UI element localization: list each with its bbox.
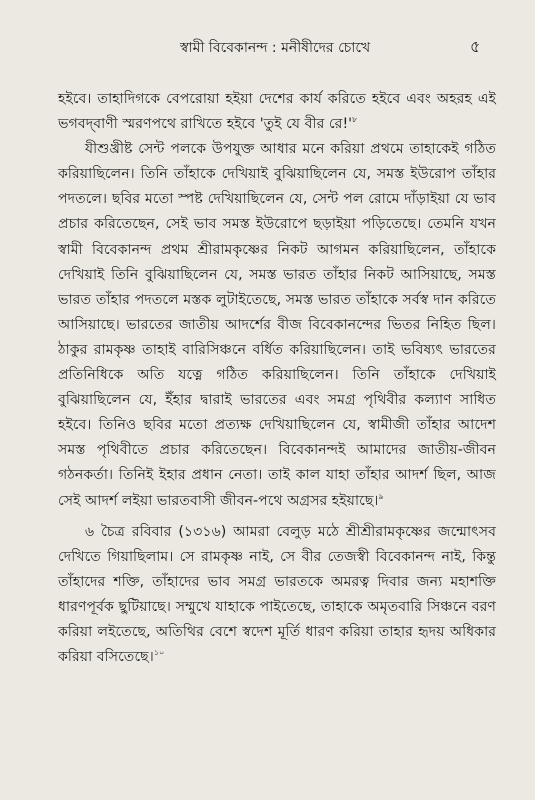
paragraph-3 — [58, 520, 496, 671]
footnote-marker-8: ৮ — [352, 115, 358, 125]
body-text — [58, 87, 496, 670]
paragraph-1-text: হইবে। তাহাদিগকে বেপরোয়া হইয়া দেশের কার্য করিতে হইবে এবং অহরহ এই ভগবদ্‌বাণী স্মরণপথে রাখিতে হইবে 'তুই যে বীর রে!' — [58, 91, 496, 133]
running-header: স্বামী বিবেকানন্দ : মনীষীদের চোখে — [180, 40, 371, 56]
footnote-marker-9: ৯ — [378, 491, 384, 501]
paragraph-1 — [58, 87, 496, 137]
paragraph-2 — [58, 137, 496, 513]
footnote-marker-10: ১০ — [153, 648, 165, 658]
page-number: ৫ — [470, 37, 481, 56]
paragraph-3-text: ৬ চৈত্র রবিবার (১৩১৬) আমরা বেলুড় মঠে শ্রীশ্রীরামকৃষ্ণের জন্মোৎসব দেখিতে গিয়াছিলাম। সে রামকৃষ্ণ নাই, সে বীর তেজস্বী বিবেকানন্দ নাই, কিন্তু তাঁহাদের শক্তি, তাঁহাদের ভাব সমগ্র ভারতকে অমরত্ব দিবার জন্য মহাশক্তি ধারণপূর্বক ছুটিয়াছে। সম্মুখে যাহাকে পাইতেছে, তাহাকে অমৃতবারি সিঞ্চনে বরণ করিয়া লইতেছে, অতিথির বেশে স্বদেশ মূর্তি ধারণ করিয়া তাহার হৃদয় অধিকার করিয়া বসিতেছে। — [58, 523, 496, 666]
paragraph-2-text: যীশুখ্রীষ্ট সেন্ট পলকে উপযুক্ত আধার মনে করিয়া প্রথমে তাহাকেই গঠিত করিয়াছিলেন। তিনি তাঁহাকে দেখিয়াই বুঝিয়াছিলেন যে, সমস্ত ইউরোপ তাঁহার পদতলে। ছবির মতো স্পষ্ট দেখিয়াছিলেন যে, সেন্ট পল রোমে দাঁড়াইয়া যে ভাব প্রচার করিতেছেন, সেই ভাব সমস্ত ইউরোপে ছড়াইয়া পড়িতেছে। তেমনি যখন স্বামী বিবেকানন্দ প্রথম শ্রীরামকৃষ্ণের নিকট আগমন করিয়াছিলেন, তাঁহাকে দেখিয়াই তিনি বুঝিয়াছিলেন যে, সমস্ত ভারত তাঁহার নিকট আসিয়াছে, সমস্ত ভারত তাঁহার পদতলে মস্তক লুটাইতেছে, সমস্ত ভারত তাঁহাকে সর্বস্ব দান করিতে আসিয়াছে। ভারতের জাতীয় আদর্শের বীজ বিবেকানন্দের ভিতর নিহিত ছিল। ঠাকুর রামকৃষ্ণ তাহাই বারিসিঞ্চনে বর্ধিত করিয়াছিলেন। তাই ভবিষ্যৎ ভারতের প্রতিনিধিকে অতি যত্নে গঠিত করিয়াছিলেন। তিনি তাঁহাকে দেখিয়াই বুঝিয়াছিলেন যে, ইঁহার দ্বারাই ভারতের এবং সমগ্র পৃথিবীর কল্যাণ সাধিত হইবে। তিনিও ছবির মতো প্রত্যক্ষ দেখিয়াছিলেন যে, স্বামীজী তাঁহার আদেশ সমস্ত পৃথিবীতে প্রচার করিতেছেন। বিবেকানন্দই আমাদের জাতীয়-জীবন গঠনকর্তা। তিনিই ইহার প্রধান নেতা। তাই কাল যাহা তাঁহার আদর্শ ছিল, আজ সেই আদর্শ লইয়া ভারতবাসী জীবন-পথে অগ্রসর হইয়াছে। — [58, 141, 496, 509]
